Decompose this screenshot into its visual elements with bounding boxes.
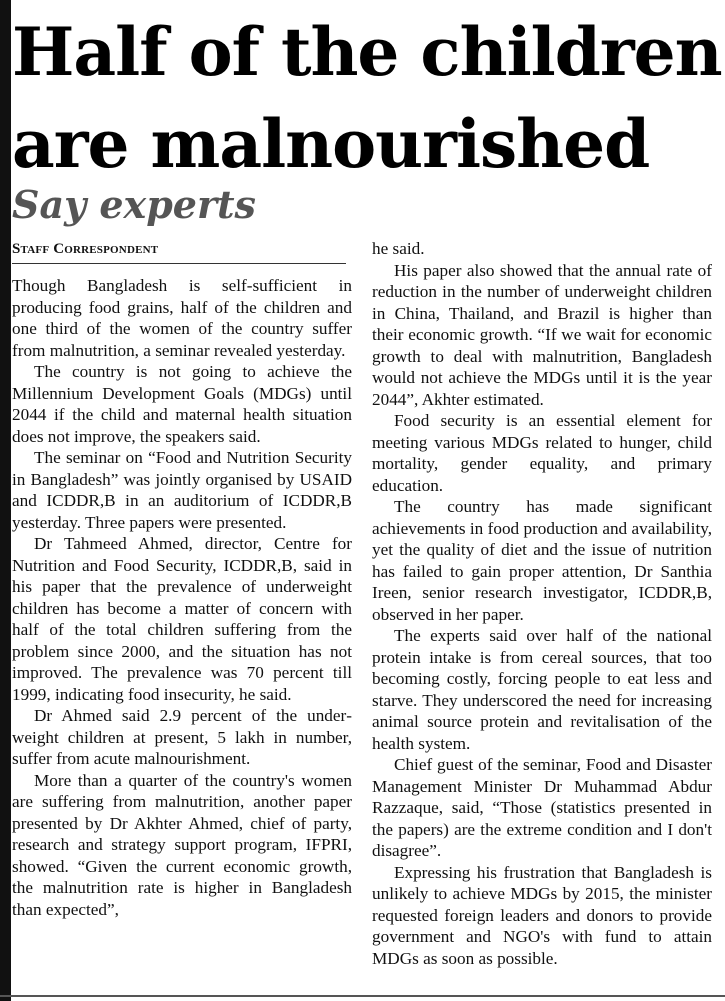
paragraph: Though Bangladesh is self-sufficient in producing food grains, half of the children and one third of the women of the country suffer from malnutrition, a seminar revealed yesterday. xyxy=(12,276,352,360)
paragraph: His paper also showed that the annual rate of reduction in the number of underweight children in China, Thailand, and Brazil is higher than their economic growth. “If we wait for economic growth to deal with malnutrition, Bangladesh would not achieve the MDGs until it is the year 2044”, Akhter estimated. xyxy=(372,260,712,409)
paragraph: The country is not going to achieve the Millennium Development Goals (MDGs) until 2044 if the child and maternal health situation does not improve, the speakers said. xyxy=(12,362,352,446)
paragraph: he said. xyxy=(372,239,425,258)
paragraph: Dr Tahmeed Ahmed, director, Centre for Nutrition and Food Security, ICDDR,B, said in his paper that the prevalence of underweight children has become a matter of concern with half of the total children suffering from the problem since 2000, and the situation has not improved. The prevalence was 70 percent till 1999, indicating food insecurity, he said. xyxy=(12,534,352,704)
paragraph: The seminar on “Food and Nutrition Security in Bangladesh” was jointly organised by USAID and ICDDR,B in an auditorium of ICDDR,B yesterday. Three papers were presented. xyxy=(12,448,352,532)
left-edge-bar xyxy=(0,0,11,1001)
bottom-divider xyxy=(0,995,725,997)
paragraph: The experts said over half of the national protein intake is from cereal sources, that too becoming costly, forcing people to eat less and starve. They underscored the need for increasing animal source protein and revitalisation of the health system. xyxy=(372,626,712,753)
article-column-right xyxy=(372,238,712,969)
subheadline: Say experts xyxy=(12,182,256,227)
paragraph: Expressing his frustration that Bangladesh is unlikely to achieve MDGs by 2015, the minister requested foreign leaders and donors to provide government and NGO's with fund to attain MDGs as soon as possible. xyxy=(372,862,712,968)
paragraph: Food security is an essential element for meeting various MDGs related to hunger, child mortality, gender equality, and primary education. xyxy=(372,411,712,495)
paragraph: More than a quarter of the country's women are suffering from malnutrition, another paper presented by Dr Akhter Ahmed, chief of party, research and strategy support program, IFPRI, showed. “Given the current economic growth, the malnutrition rate is higher in Bangladesh than expected”, xyxy=(12,770,352,919)
headline: Half of the children are malnourished xyxy=(12,13,722,183)
article-column-left xyxy=(12,275,352,920)
paragraph: Chief guest of the seminar, Food and Disaster Management Minister Dr Muhammad Abdur Razzaque, said, “Those (statistics presented in the papers) are the extreme condition and I don't disagree”. xyxy=(372,755,712,860)
paragraph: Dr Ahmed said 2.9 percent of the underweight children at present, 5 lakh in number, suffer from acute malnourishment. xyxy=(12,706,352,768)
paragraph: The country has made significant achievements in food production and availability, yet the quality of diet and the issue of nutrition has failed to gain proper attention, Dr Santhia Ireen, senior research investigator, ICDDR,B, observed in her paper. xyxy=(372,497,712,624)
byline: Staff Correspondent xyxy=(12,240,346,264)
